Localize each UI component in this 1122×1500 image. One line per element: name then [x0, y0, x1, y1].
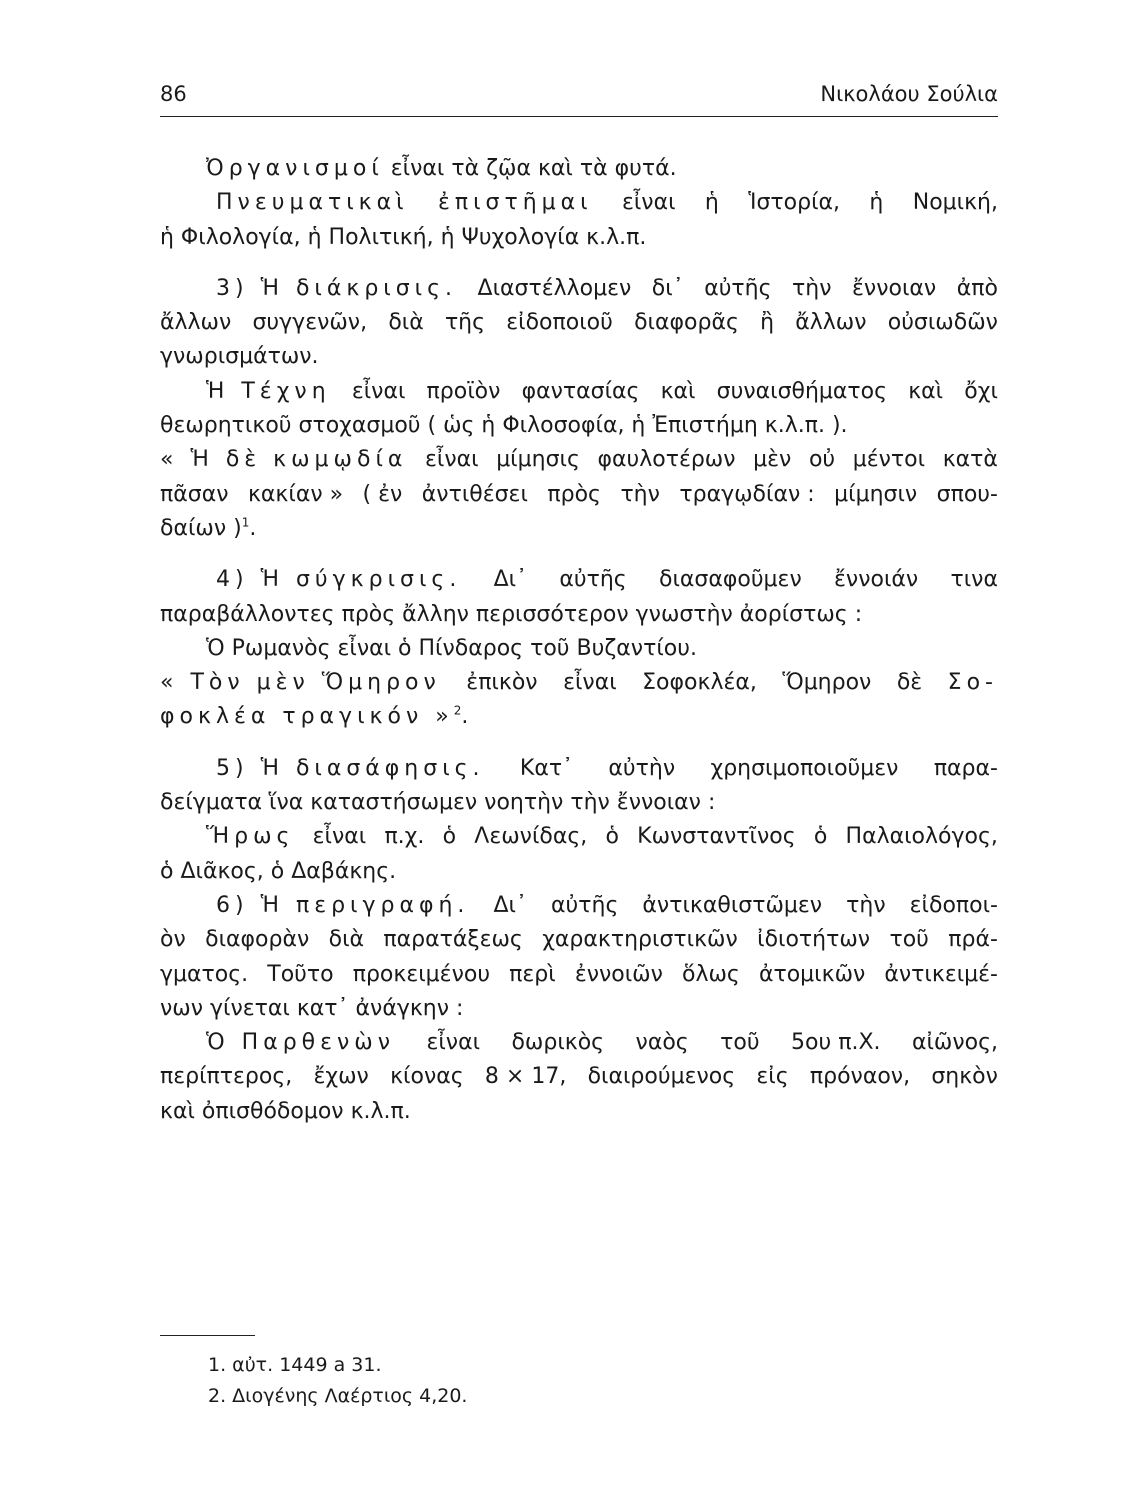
text-line: θεωρητικοῦ στοχασμοῦ ( ὡς ἡ Φιλοσοφία, ἡ Ἐπιστήμη κ.λ.π. ).: [160, 413, 848, 439]
body-text: [160, 152, 998, 1129]
text-line: παραβάλλοντες πρὸς ἄλλην περισσότερον γνωστὴν ἀορίστως :: [160, 601, 863, 627]
text-line: δείγματα ἵνα καταστήσωμεν νοητὴν τὴν ἔννοιαν :: [160, 790, 716, 816]
text-line: πᾶσαν κακίαν » ( ἐν ἀντιθέσει πρὸς τὴν τραγῳδίαν : μίμησιν σπου-: [160, 481, 998, 507]
text-line: ἄλλων συγγενῶν, διὰ τῆς εἰδοποιοῦ διαφορᾶς ἢ ἄλλων οὐσιωδῶν: [160, 310, 998, 336]
text-line: « Τὸν μὲν Ὅμηρον ἐπικὸν εἶναι Σοφοκλέα, Ὅμηρον δὲ Σο-: [160, 670, 998, 696]
text-line: φοκλέα τραγικόν »$^2$.: [160, 704, 469, 730]
text-line: δαίων )$^1$.: [160, 515, 257, 541]
header-rule: [160, 116, 998, 117]
text-line: 5) Ἡ διασάφησις. Κατ᾽ αὐτὴν χρησιμοποιοῦμεν παρα-: [216, 755, 998, 781]
text-line: Πνευματικαὶ ἐπιστῆμαι εἶναι ἡ Ἱστορία, ἡ Νομική,: [216, 190, 998, 216]
running-title: Νικολάου Σούλια: [820, 82, 998, 106]
text-line: ἡ Φιλολογία, ἡ Πολιτική, ἡ Ψυχολογία κ.λ.π.: [160, 224, 647, 250]
footnote: 1. αὐτ. 1449 a 31.: [208, 1354, 382, 1376]
footnote-ref: 1: [241, 515, 250, 530]
footnote: 2. Διογένης Λαέρτιος 4,20.: [208, 1385, 468, 1407]
text-line: ὸν διαφορὰν διὰ παρατάξεως χαρακτηριστικῶν ἰδιοτήτων τοῦ πρά-: [160, 927, 998, 953]
text-line: Ἥρως εἶναι π.χ. ὁ Λεωνίδας, ὁ Κωνσταντῖνος ὁ Παλαιολόγος,: [206, 824, 998, 850]
text-line: 4) Ἡ σύγκρισις. Δι᾽ αὐτῆς διασαφοῦμεν ἔννοιάν τινα: [216, 567, 998, 593]
footnote-rule: [160, 1335, 255, 1336]
text-line: Ὁ Παρθενὼν εἶναι δωρικὸς ναὸς τοῦ 5ου π.Χ. αἰῶνος,: [206, 1030, 998, 1056]
text-line: Ἡ Τέχνη εἶναι προϊὸν φαντασίας καὶ συναισθήματος καὶ ὄχι: [206, 378, 998, 404]
text-line: γματος. Τοῦτο προκειμένου περὶ ἐννοιῶν ὅλως ἀτομικῶν ἀντικειμέ-: [160, 961, 998, 987]
page-header: [160, 82, 998, 106]
text-line: ὁ Διᾶκος, ὁ Δαβάκης.: [160, 858, 397, 884]
text-line: γνωρισμάτων.: [160, 344, 319, 370]
text-line: « Ἡ δὲ κωμῳδία εἶναι μίμησις φαυλοτέρων μὲν οὐ μέντοι κατὰ: [160, 447, 998, 473]
text-line: νων γίνεται κατ᾽ ἀνάγκην :: [160, 995, 464, 1021]
text-line: Ὀργανισμοί εἶναι τὰ ζῷα καὶ τὰ φυτά.: [206, 156, 677, 181]
text-line: 6) Ἡ περιγραφή. Δι᾽ αὐτῆς ἀντικαθιστῶμεν τὴν εἰδοποι-: [216, 892, 998, 918]
page-number: 86: [160, 82, 187, 106]
footnotes: [208, 1350, 467, 1412]
text-line: Ὁ Ρωμανὸς εἶναι ὁ Πίνδαρος τοῦ Βυζαντίου.: [206, 635, 697, 661]
text-line: καὶ ὀπισθόδομον κ.λ.π.: [160, 1098, 411, 1124]
footnote-ref: 2: [453, 704, 462, 719]
text-line: περίπτερος, ἔχων κίονας 8 × 17, διαιρούμενος εἰς πρόναον, σηκὸν: [160, 1064, 998, 1090]
text-line: 3) Ἡ διάκρισις. Διαστέλλομεν δι᾽ αὐτῆς τὴν ἔννοιαν ἀπὸ: [216, 275, 998, 301]
